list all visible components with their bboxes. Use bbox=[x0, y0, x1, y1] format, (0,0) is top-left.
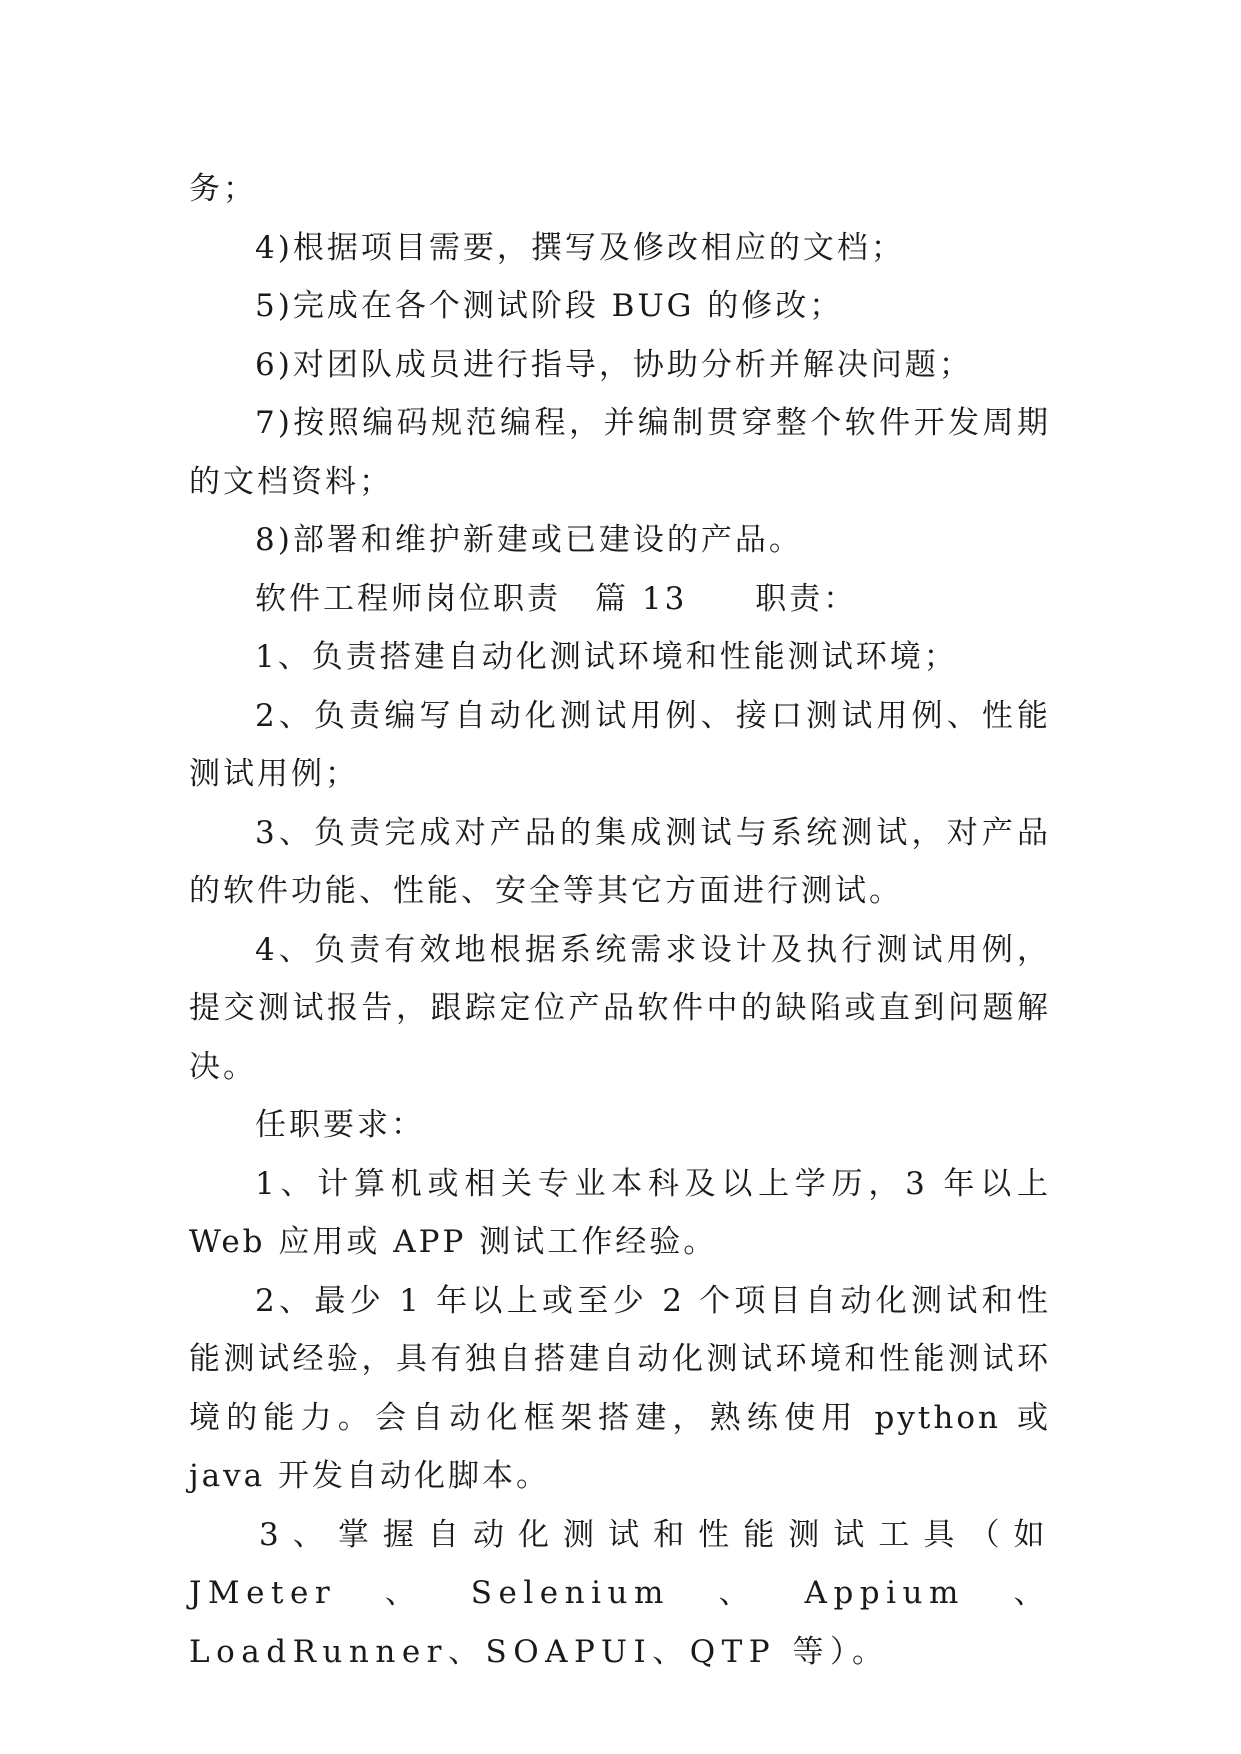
requirement-item-3: 3、掌握自动化测试和性能测试工具（如 JMeter、Selenium、Appium、LoadRunner、SOAPUI、QTP 等）。 bbox=[189, 1516, 1051, 1670]
requirement-item-1: 1、计算机或相关专业本科及以上学历，3 年以上 Web 应用或 APP 测试工作经验。 bbox=[189, 1165, 1051, 1260]
duty-item-1: 1、负责搭建自动化测试环境和性能测试环境； bbox=[255, 639, 958, 675]
section-heading-duties: 软件工程师岗位职责 篇 13 职责： bbox=[255, 580, 858, 617]
duty-item-2: 2、负责编写自动化测试用例、接口测试用例、性能测试用例； bbox=[189, 697, 1051, 792]
paragraph-continuation: 务； bbox=[189, 171, 257, 207]
paragraph-item-8: 8)部署和维护新建或已建设的产品。 bbox=[255, 522, 803, 558]
section-heading-requirements: 任职要求： bbox=[255, 1107, 425, 1143]
document-body bbox=[189, 160, 1051, 1681]
paragraph-item-6: 6)对团队成员进行指导，协助分析并解决问题； bbox=[255, 346, 973, 383]
duty-item-4: 4、负责有效地根据系统需求设计及执行测试用例，提交测试报告，跟踪定位产品软件中的缺陷或直到问题解决。 bbox=[189, 931, 1051, 1085]
paragraph-item-7: 7)按照编码规范编程，并编制贯穿整个软件开发周期的文档资料； bbox=[189, 405, 1051, 500]
paragraph-item-4: 4)根据项目需要，撰写及修改相应的文档； bbox=[255, 229, 905, 266]
duty-item-3: 3、负责完成对产品的集成测试与系统测试，对产品的软件功能、性能、安全等其它方面进行测试。 bbox=[189, 814, 1051, 909]
paragraph-item-5: 5)完成在各个测试阶段 BUG 的修改； bbox=[255, 288, 844, 324]
requirement-item-2: 2、最少 1 年以上或至少 2 个项目自动化测试和性能测试经验，具有独自搭建自动化测试环境和性能测试环境的能力。会自动化框架搭建，熟练使用 python 或 java 开发自动化脚本。 bbox=[189, 1282, 1051, 1494]
